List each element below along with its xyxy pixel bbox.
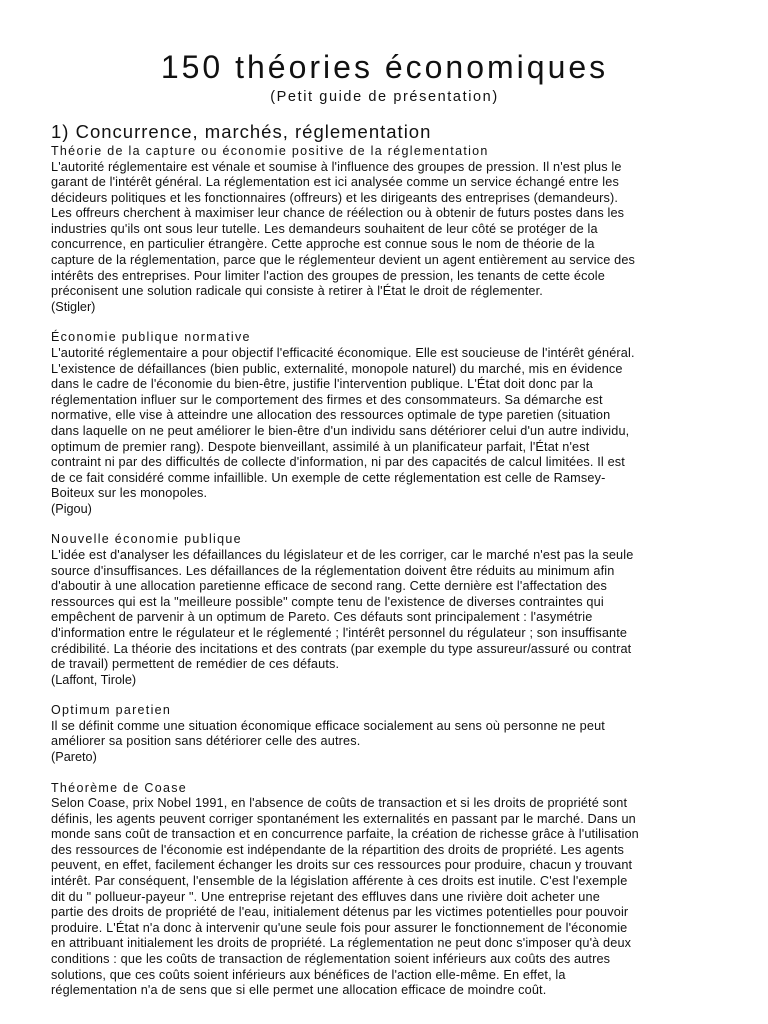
entry-coase-theorem (51, 781, 718, 999)
entry-title: Théorème de Coase (51, 780, 188, 795)
section-title: 1) Concurrence, marchés, réglementation (51, 121, 432, 142)
entry-capture-theory (51, 144, 718, 315)
entry-new-public-economics (51, 532, 718, 688)
entry-body: L'autorité réglementaire est vénale et soumise à l'influence des groupes de pression. Il n'est plus le garant de l'intérêt général. La réglementation est ici analysée comme un service échangé entre les décideurs politiques et les fonctionnaires (offreurs) et les dirigeants des entreprises (demandeurs). Les offreurs cherchent à maximiser leur chance de réélection ou à obtenir de futurs postes dans les industries qu'ils ont sous leur tutelle. Les demandeurs souhaitent de leur côté se protéger de la concurrence, en particulier étrangère. Cette approche est connue sous le nom de théorie de la capture de la réglementation, parce que le réglementeur devient un agent entièrement au service des intérêts des entreprises. Pour limiter l'action des groupes de pression, les tenants de cette école préconisent une solution radicale qui consiste à retirer à l'État le droit de réglementer. (51, 159, 636, 299)
entry-pareto-optimum (51, 703, 718, 765)
document-title: 150 théories économiques (160, 49, 609, 85)
document-subtitle: (Petit guide de présentation) (270, 89, 499, 105)
entry-body: L'idée est d'analyser les défaillances du législateur et de les corriger, car le marché n'est pas la seule source d'insuffisances. Les défaillances de la réglementation doivent être réduits au minimum afin d'aboutir à une allocation paretienne efficace de second rang. Cette dernière est l'affectation des ressources qui est la "meilleure possible" compte tenu de l'existence de diverses contraintes qui empêchent de parvenir à un optimum de Pareto. Ces défauts sont principalement : l'asymétrie d'information entre le régulateur et le réglementé ; l'intérêt personnel du régulateur ; son insuffisante crédibilité. La théorie des incitations et des contrats (par exemple du type assureur/assuré ou contrat de travail) permettent de remédier de ces défauts. (51, 547, 634, 672)
entry-title: Économie publique normative (51, 330, 251, 345)
entry-author: (Stigler) (51, 299, 96, 314)
entry-author: (Pareto) (51, 750, 97, 764)
entry-body: L'autorité réglementaire a pour objectif l'efficacité économique. Elle est soucieuse de l'intérêt général. L'existence de défaillances (bien public, externalité, monopole naturel) du marché, mis en évidence dans le cadre de l'économie du bien-être, justifie l'intervention publique. L'État doit donc par la réglementation influer sur le comportement des firmes et des consommateurs. Sa démarche est normative, elle vise à atteindre une allocation des ressources optimale de type paretien (situation dans laquelle on ne peut améliorer le bien-être d'un individu sans détériorer celui d'un autre individu, optimum de premier rang). Despote bienveillant, assimilé à un planificateur parfait, l'État n'est contraint ni par des difficultés de collecte d'information, ni par des capacités de calcul limitées. Il est de ce fait considéré comme infaillible. Un exemple de cette réglementation est celle de Ramsey- Boiteux sur les monopoles. (51, 345, 635, 501)
entry-title: Nouvelle économie publique (51, 532, 242, 547)
entry-author: (Pigou) (51, 501, 92, 516)
entry-author: (Laffont, Tirole) (51, 672, 137, 687)
entry-body: Il se définit comme une situation économique efficace socialement au sens où personne ne peut améliorer sa position sans détériorer celle des autres. (51, 718, 605, 749)
entry-body: Selon Coase, prix Nobel 1991, en l'absence de coûts de transaction et si les droits de propriété sont définis, les agents peuvent corriger spontanément les externalités en passant par le marché. Dans un monde sans coût de transaction et en concurrence parfaite, la création de richesse grâce à l'utilisation des ressources de l'économie est indépendante de la répartition des droits de propriété. Les agents peuvent, en effet, facilement échanger les droits sur ces ressources pour produire, chacun y trouvant intérêt. Par conséquent, l'ensemble de la législation afférente à ces droits est inutile. C'est l'exemple dit du " pollueur-payeur ". Une entreprise rejetant des effluves dans une rivière doit acheter une partie des droits de propriété de l'eau, initialement détenus par les victimes potentielles pour pouvoir produire. L'État n'a donc à intervenir qu'une seule fois pour assurer le fonctionnement de l'économie en attribuant initialement les droits de propriété. La réglementation ne peut donc s'imposer qu'à deux conditions : que les coûts de transaction de réglementation soient inférieurs aux coûts des autres solutions, que ces coûts soient inférieurs aux bénéfices de l'action elle-même. En effet, la réglementation n'a de sens que si elle permet une allocation efficace de moindre coût. (51, 796, 639, 998)
entry-title: Optimum paretien (51, 703, 172, 718)
entry-normative-public-economics (51, 330, 718, 517)
entry-title: Théorie de la capture ou économie positive de la réglementation (51, 144, 489, 158)
